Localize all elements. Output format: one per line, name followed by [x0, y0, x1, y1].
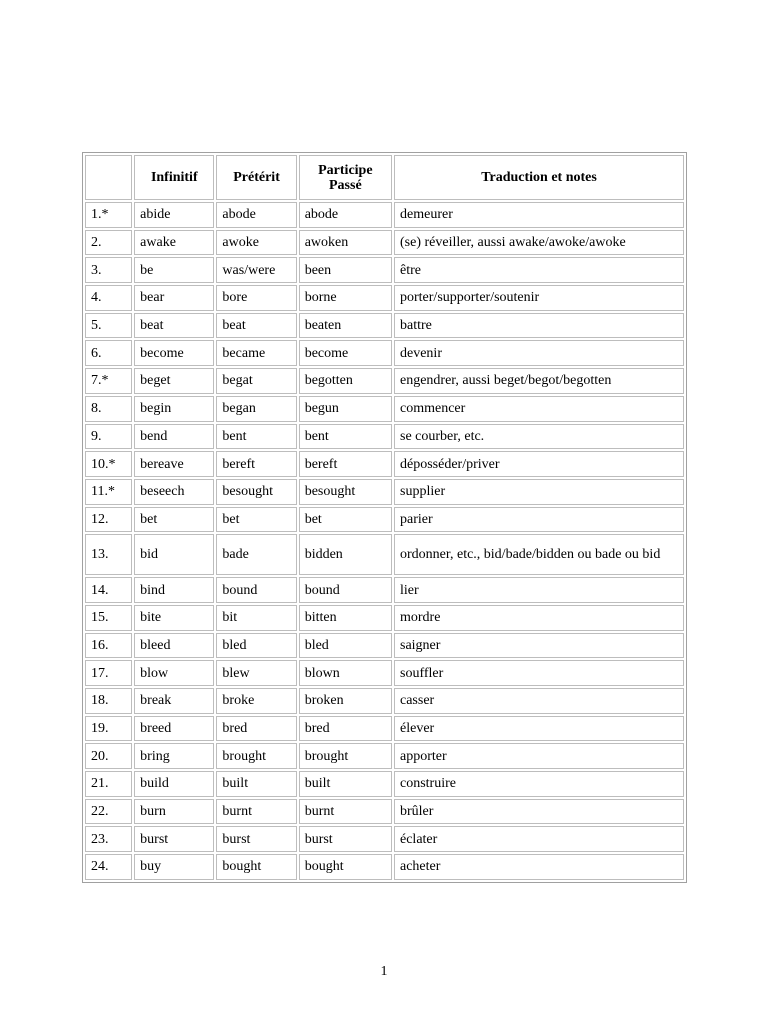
- verb-infinitive: bend: [134, 424, 214, 450]
- table-row: [85, 716, 684, 742]
- verb-number: 18.: [85, 688, 132, 714]
- verb-translation: ordonner, etc., bid/bade/bidden ou bade ou bid: [394, 534, 684, 575]
- verb-preterite: bereft: [216, 451, 296, 477]
- verb-preterite: beat: [216, 313, 296, 339]
- verb-participle: blown: [299, 660, 392, 686]
- verb-infinitive: build: [134, 771, 214, 797]
- verb-preterite: bled: [216, 633, 296, 659]
- table-row: [85, 799, 684, 825]
- table-row: [85, 479, 684, 505]
- verb-number: 10.*: [85, 451, 132, 477]
- verb-participle: bought: [299, 854, 392, 880]
- verb-infinitive: bet: [134, 507, 214, 533]
- table-row: [85, 577, 684, 603]
- verb-infinitive: beget: [134, 368, 214, 394]
- verb-number: 3.: [85, 257, 132, 283]
- header-translation: Traduction et notes: [394, 155, 684, 200]
- verb-number: 5.: [85, 313, 132, 339]
- verb-participle: beaten: [299, 313, 392, 339]
- verb-preterite: besought: [216, 479, 296, 505]
- verb-infinitive: bite: [134, 605, 214, 631]
- verb-participle: borne: [299, 285, 392, 311]
- verb-translation: être: [394, 257, 684, 283]
- verb-number: 23.: [85, 826, 132, 852]
- verb-translation: engendrer, aussi beget/begot/begotten: [394, 368, 684, 394]
- verb-infinitive: bereave: [134, 451, 214, 477]
- header-infinitive: Infinitif: [134, 155, 214, 200]
- verb-infinitive: buy: [134, 854, 214, 880]
- verb-number: 6.: [85, 340, 132, 366]
- verb-number: 12.: [85, 507, 132, 533]
- verb-preterite: abode: [216, 202, 296, 228]
- table-row: [85, 633, 684, 659]
- verb-preterite: burst: [216, 826, 296, 852]
- verb-infinitive: bleed: [134, 633, 214, 659]
- verb-participle: awoken: [299, 230, 392, 256]
- verb-number: 16.: [85, 633, 132, 659]
- table-row: [85, 368, 684, 394]
- verb-infinitive: breed: [134, 716, 214, 742]
- verb-number: 14.: [85, 577, 132, 603]
- header-participle: Participe Passé: [299, 155, 392, 200]
- verb-infinitive: bear: [134, 285, 214, 311]
- table-row: [85, 257, 684, 283]
- verb-participle: bent: [299, 424, 392, 450]
- verb-number: 22.: [85, 799, 132, 825]
- verb-infinitive: burst: [134, 826, 214, 852]
- verb-translation: déposséder/priver: [394, 451, 684, 477]
- verb-infinitive: beseech: [134, 479, 214, 505]
- verb-participle: bidden: [299, 534, 392, 575]
- verb-translation: devenir: [394, 340, 684, 366]
- table-row: [85, 424, 684, 450]
- verb-participle: bitten: [299, 605, 392, 631]
- header-number: [85, 155, 132, 200]
- verb-preterite: bought: [216, 854, 296, 880]
- verb-participle: broken: [299, 688, 392, 714]
- verb-translation: se courber, etc.: [394, 424, 684, 450]
- verb-translation: brûler: [394, 799, 684, 825]
- verb-number: 17.: [85, 660, 132, 686]
- verb-translation: porter/supporter/soutenir: [394, 285, 684, 311]
- verb-translation: supplier: [394, 479, 684, 505]
- verb-translation: construire: [394, 771, 684, 797]
- verb-translation: souffler: [394, 660, 684, 686]
- verb-participle: besought: [299, 479, 392, 505]
- verb-infinitive: blow: [134, 660, 214, 686]
- verb-preterite: broke: [216, 688, 296, 714]
- verb-infinitive: bid: [134, 534, 214, 575]
- verb-number: 8.: [85, 396, 132, 422]
- verb-preterite: begat: [216, 368, 296, 394]
- verb-translation: casser: [394, 688, 684, 714]
- table-row: [85, 340, 684, 366]
- verb-translation: éclater: [394, 826, 684, 852]
- verb-participle: burst: [299, 826, 392, 852]
- verb-number: 19.: [85, 716, 132, 742]
- verb-preterite: bade: [216, 534, 296, 575]
- verb-translation: commencer: [394, 396, 684, 422]
- header-preterite: Prétérit: [216, 155, 296, 200]
- verb-preterite: awoke: [216, 230, 296, 256]
- verb-translation: mordre: [394, 605, 684, 631]
- verb-participle: brought: [299, 743, 392, 769]
- verb-preterite: built: [216, 771, 296, 797]
- verb-participle: begun: [299, 396, 392, 422]
- verb-infinitive: bind: [134, 577, 214, 603]
- verb-participle: been: [299, 257, 392, 283]
- table-row: [85, 451, 684, 477]
- verb-infinitive: be: [134, 257, 214, 283]
- verb-translation: parier: [394, 507, 684, 533]
- verb-preterite: blew: [216, 660, 296, 686]
- verb-preterite: began: [216, 396, 296, 422]
- verb-translation: acheter: [394, 854, 684, 880]
- verb-preterite: bound: [216, 577, 296, 603]
- verb-participle: bet: [299, 507, 392, 533]
- verb-number: 20.: [85, 743, 132, 769]
- table-row: [85, 507, 684, 533]
- verb-number: 4.: [85, 285, 132, 311]
- verb-preterite: bit: [216, 605, 296, 631]
- table-row: [85, 534, 684, 575]
- verb-number: 11.*: [85, 479, 132, 505]
- verb-number: 24.: [85, 854, 132, 880]
- table-row: [85, 396, 684, 422]
- verb-infinitive: burn: [134, 799, 214, 825]
- table-row: [85, 826, 684, 852]
- verb-participle: begotten: [299, 368, 392, 394]
- verb-number: 21.: [85, 771, 132, 797]
- verb-translation: saigner: [394, 633, 684, 659]
- irregular-verbs-table: [82, 152, 687, 883]
- page-number: 1: [380, 964, 388, 979]
- table-row: [85, 854, 684, 880]
- verb-participle: become: [299, 340, 392, 366]
- header-row: [85, 155, 684, 200]
- verb-number: 13.: [85, 534, 132, 575]
- verb-participle: bound: [299, 577, 392, 603]
- verb-preterite: burnt: [216, 799, 296, 825]
- verb-infinitive: beat: [134, 313, 214, 339]
- table-row: [85, 771, 684, 797]
- verb-preterite: was/were: [216, 257, 296, 283]
- verb-participle: built: [299, 771, 392, 797]
- verb-translation: élever: [394, 716, 684, 742]
- table-row: [85, 202, 684, 228]
- verb-infinitive: abide: [134, 202, 214, 228]
- table-row: [85, 313, 684, 339]
- verb-participle: bred: [299, 716, 392, 742]
- verb-translation: (se) réveiller, aussi awake/awoke/awoke: [394, 230, 684, 256]
- verb-infinitive: begin: [134, 396, 214, 422]
- verb-translation: battre: [394, 313, 684, 339]
- verb-number: 1.*: [85, 202, 132, 228]
- table-row: [85, 605, 684, 631]
- verb-participle: bled: [299, 633, 392, 659]
- table-row: [85, 688, 684, 714]
- verb-number: 9.: [85, 424, 132, 450]
- table-row: [85, 285, 684, 311]
- verb-infinitive: break: [134, 688, 214, 714]
- verb-number: 2.: [85, 230, 132, 256]
- verb-preterite: became: [216, 340, 296, 366]
- verb-preterite: bet: [216, 507, 296, 533]
- verb-preterite: bent: [216, 424, 296, 450]
- verb-infinitive: awake: [134, 230, 214, 256]
- table-row: [85, 660, 684, 686]
- verb-translation: demeurer: [394, 202, 684, 228]
- verb-number: 7.*: [85, 368, 132, 394]
- verb-participle: abode: [299, 202, 392, 228]
- verb-number: 15.: [85, 605, 132, 631]
- verb-infinitive: bring: [134, 743, 214, 769]
- verb-participle: burnt: [299, 799, 392, 825]
- verb-preterite: brought: [216, 743, 296, 769]
- verb-infinitive: become: [134, 340, 214, 366]
- verb-participle: bereft: [299, 451, 392, 477]
- verb-translation: apporter: [394, 743, 684, 769]
- verb-translation: lier: [394, 577, 684, 603]
- table-row: [85, 230, 684, 256]
- verb-preterite: bred: [216, 716, 296, 742]
- verb-preterite: bore: [216, 285, 296, 311]
- table-row: [85, 743, 684, 769]
